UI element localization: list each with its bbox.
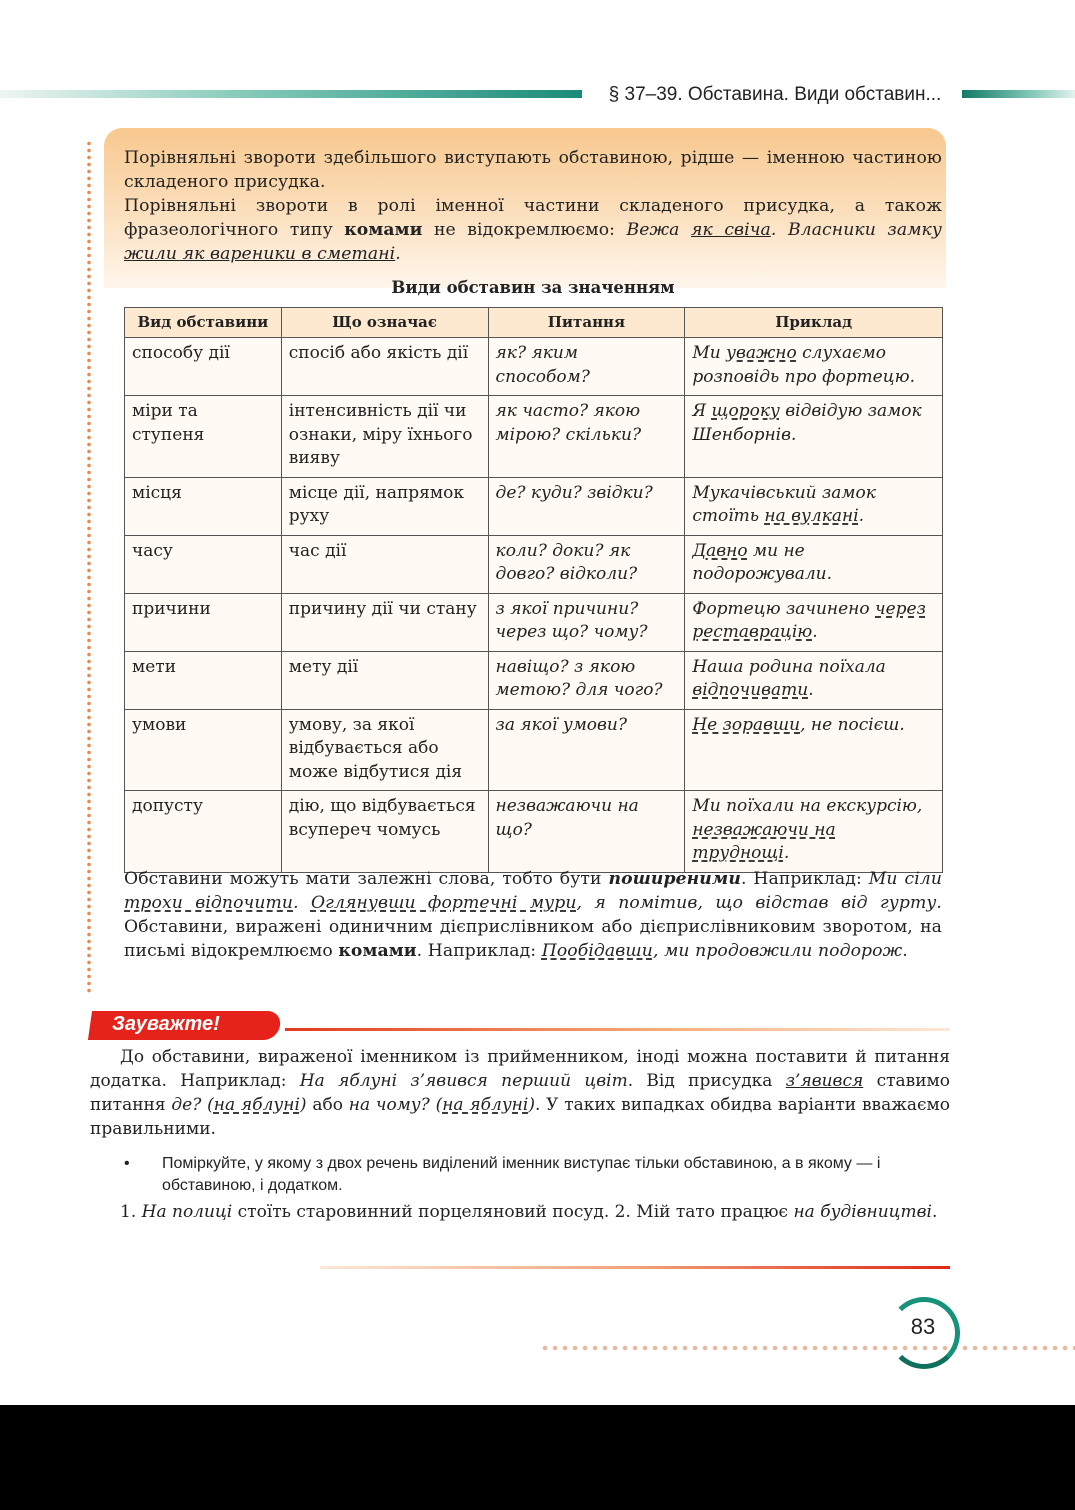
header-rule-right (962, 90, 1075, 98)
cell-type: місця (125, 477, 282, 535)
header-meaning: Що означає (281, 308, 488, 338)
cell-type: допусту (125, 791, 282, 873)
task-text: Поміркуйте, у якому з двох речень виділений іменник виступає тільки обставиною, а в якому — і обставиною, і додатком. (162, 1155, 881, 1194)
cell-meaning: причину дії чи стану (281, 593, 488, 651)
cell-question: навіщо? з якою метою? для чого? (488, 651, 685, 709)
cell-meaning: мету дії (281, 651, 488, 709)
note-body (90, 1045, 950, 1141)
note-banner (90, 1011, 285, 1040)
table-row (125, 593, 943, 651)
cell-question: з якої причини? через що? чому? (488, 593, 685, 651)
note-label: Зауважте! (112, 1013, 220, 1035)
paragraph-extended: Обставини можуть мати залежні слова, тобто бути поширеними. Наприклад: Ми сіли трохи відпочити. Оглянувши фортечні мури, я помітив, що відстав від гурту. Обставини, виражені одиничним дієприслівником або дієприслівниковим зворотом, на письмі відокремлюємо комами. Наприклад: Пообідавши, ми продовжили подорож. (124, 869, 943, 961)
cell-type: умови (125, 709, 282, 791)
bottom-rule (320, 1266, 950, 1269)
sentences-paragraph: 1. На полиці стоїть старовинний порцеляновий посуд. 2. Мій тато працює на будівництві. (120, 1202, 938, 1222)
cell-type: способу дії (125, 338, 282, 396)
cell-question: незважаючи на що? (488, 791, 685, 873)
cell-question: за якої умови? (488, 709, 685, 791)
cell-type: міри та ступеня (125, 396, 282, 478)
cell-example: Ми уважно слухаємо розповідь про фортецю. (685, 338, 943, 396)
cell-question: як часто? якою мірою? скільки? (488, 396, 685, 478)
cell-example: Не зоравши, не посієш. (685, 709, 943, 791)
footer-dots (540, 1344, 1075, 1352)
cell-example: Я щороку відвідую замок Шенборнів. (685, 396, 943, 478)
rule-text (124, 146, 942, 266)
table-row (125, 535, 943, 593)
rule-paragraph-1: Порівняльні звороти здебільшого виступають обставиною, рідше — іменною частиною складеного присудка. (124, 148, 942, 192)
cell-example: Давно ми не подорожували. (685, 535, 943, 593)
note-paragraph: До обставини, вираженої іменником із прийменником, іноді можна поставити й питання додатка. Наприклад: На яблуні з’явився перший цвіт. Від присудка з’явився ставимо питання де? (на яблуні) або на чому? (на яблуні). У таких випадках обидва варіанти вважаємо правильними. (90, 1047, 950, 1139)
task-sentences (90, 1200, 950, 1224)
note-rule (285, 1028, 950, 1031)
cell-question: де? куди? звідки? (488, 477, 685, 535)
cell-meaning: місце дії, напрямок руху (281, 477, 488, 535)
cell-meaning: інтенсивність дії чи ознаки, міру їхнього вияву (281, 396, 488, 478)
cell-example: Мукачівський замок стоїть на вулкані. (685, 477, 943, 535)
section-title: § 37–39. Обставина. Види обставин... (608, 84, 942, 105)
rule-paragraph-2: Порівняльні звороти в ролі іменної частини складеного присудка, а також фразеологічного типу комами не відокремлюємо: Вежа як свіча. Власники замку жили як вареники в сметані. (124, 196, 942, 264)
page-number: 83 (910, 1314, 936, 1339)
table-row (125, 709, 943, 791)
cell-meaning: спосіб або якість дії (281, 338, 488, 396)
header-example: Приклад (685, 308, 943, 338)
cell-question: як? яким способом? (488, 338, 685, 396)
cell-example: Ми поїхали на екскурсію, незважаючи на труднощі. (685, 791, 943, 873)
bullet-dot: • (124, 1155, 130, 1172)
header-rule-left (0, 90, 582, 98)
extended-adverbials-text (124, 867, 942, 963)
dotted-margin (86, 140, 92, 995)
table-header-row (125, 308, 943, 338)
table-row (125, 396, 943, 478)
cell-type: мети (125, 651, 282, 709)
cell-example: Фортецю зачинено через реставрацію. (685, 593, 943, 651)
table-row (125, 791, 943, 873)
table-title: Види обставин за значенням (391, 278, 675, 297)
cell-type: причини (125, 593, 282, 651)
cell-meaning: умову, за якої відбувається або може відбутися дія (281, 709, 488, 791)
header-question: Питання (488, 308, 685, 338)
table-row (125, 338, 943, 396)
header-type: Вид обставини (125, 308, 282, 338)
cell-meaning: дію, що відбувається всупереч чомусь (281, 791, 488, 873)
table-row (125, 651, 943, 709)
cell-meaning: час дії (281, 535, 488, 593)
cell-type: часу (125, 535, 282, 593)
cell-example: Наша родина поїхала відпочивати. (685, 651, 943, 709)
bottom-black-bar (0, 1405, 1075, 1510)
adverbial-types-table (124, 307, 943, 873)
cell-question: коли? доки? як довго? відколи? (488, 535, 685, 593)
table-row (125, 477, 943, 535)
